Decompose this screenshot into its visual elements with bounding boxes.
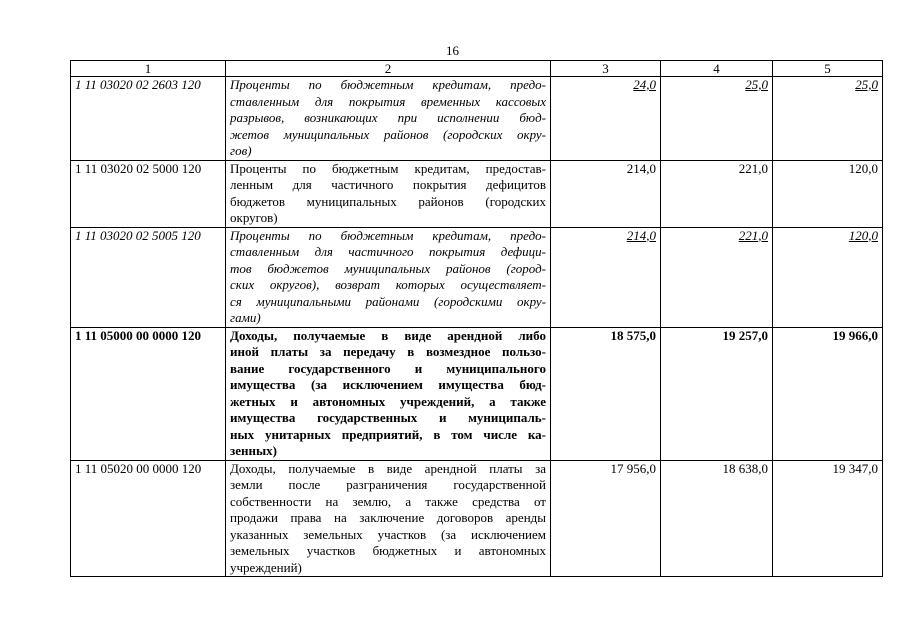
- amount-value: 214,0: [626, 227, 656, 243]
- table-body: [71, 77, 883, 577]
- header-row: [71, 61, 883, 77]
- description-line: земли после разграничения государственной: [230, 477, 546, 492]
- amount-value: 19 347,0: [832, 460, 878, 476]
- description-line: имущества государственных и муниципаль-: [230, 410, 546, 425]
- header-col-1: 1: [71, 61, 226, 77]
- description-line: Доходы, получаемые в виде арендной либо: [230, 327, 546, 343]
- value-col-5: [773, 327, 883, 460]
- amount-value: 120,0: [848, 160, 878, 176]
- header-col-2: 2: [226, 61, 551, 77]
- description-line: земельных участков бюджетных и автономных: [230, 543, 546, 558]
- table-row: [71, 227, 883, 327]
- description-line: продажи права на заключение договоров аренды: [230, 510, 546, 525]
- budget-code-cell: 1 11 05020 00 0000 120: [71, 460, 226, 577]
- header-col-4: 4: [661, 61, 773, 77]
- amount-value: 19 257,0: [722, 327, 768, 343]
- description-line: ских округов), возврат которых осуществляет-: [230, 277, 546, 292]
- value-col-3: [551, 160, 661, 227]
- table-header: [71, 61, 883, 77]
- description-line: вание государственного и муниципального: [230, 360, 546, 376]
- header-col-3: 3: [551, 61, 661, 77]
- table-row: [71, 460, 883, 577]
- description-line: ставленным для покрытия временных кассовых: [230, 93, 546, 109]
- description-line: гов): [230, 143, 252, 158]
- value-col-4: [661, 160, 773, 227]
- description-cell: [226, 77, 551, 161]
- page-number: 16: [446, 43, 459, 58]
- value-col-5: [773, 227, 883, 327]
- amount-value: 24,0: [633, 77, 656, 92]
- value-col-3: [551, 460, 661, 577]
- table-row: [71, 77, 883, 161]
- header-col-5: 5: [773, 61, 883, 77]
- description-line: ся муниципальными районами (городскими окру-: [230, 293, 546, 309]
- description-line: округов): [230, 210, 278, 225]
- description-cell: [226, 160, 551, 227]
- amount-value: 221,0: [738, 160, 768, 176]
- amount-value: 17 956,0: [610, 460, 656, 476]
- value-col-5: [773, 77, 883, 161]
- value-col-3: [551, 77, 661, 161]
- amount-value: 18 638,0: [722, 460, 768, 476]
- table-row: [71, 160, 883, 227]
- budget-code-cell: 1 11 03020 02 5005 120: [71, 227, 226, 327]
- description-line: Проценты по бюджетным кредитам, предостав-: [230, 160, 546, 176]
- description-line: гами): [230, 310, 261, 325]
- description-line: разрывов, возникающих при исполнении бюд-: [230, 110, 546, 125]
- description-line: иной платы за передачу в возмездное пользо-: [230, 344, 546, 359]
- table-row: [71, 327, 883, 460]
- description-line: жетных и автономных учреждений, а также: [230, 393, 546, 409]
- value-col-4: [661, 460, 773, 577]
- revenue-table: [70, 60, 883, 577]
- description-line: собственности на землю, а также средства от: [230, 493, 546, 509]
- budget-code-cell: 1 11 03020 02 5000 120: [71, 160, 226, 227]
- value-col-5: [773, 460, 883, 577]
- description-line: ленным для частичного покрытия дефицитов: [230, 177, 546, 192]
- amount-value: 25,0: [855, 77, 878, 92]
- description-line: Доходы, получаемые в виде арендной платы за: [230, 460, 546, 476]
- description-cell: [226, 327, 551, 460]
- amount-value: 19 966,0: [832, 327, 878, 343]
- value-col-4: [661, 77, 773, 161]
- value-col-3: [551, 327, 661, 460]
- description-line: ных унитарных предприятий, в том числе ка-: [230, 426, 546, 442]
- description-line: зенных): [230, 443, 277, 458]
- amount-value: 18 575,0: [610, 327, 656, 343]
- amount-value: 214,0: [626, 160, 656, 176]
- description-line: Проценты по бюджетным кредитам, предо-: [230, 227, 546, 243]
- amount-value: 221,0: [738, 227, 768, 243]
- value-col-4: [661, 327, 773, 460]
- amount-value: 120,0: [848, 227, 878, 243]
- amount-value: 25,0: [745, 77, 768, 92]
- description-cell: [226, 227, 551, 327]
- description-line: жетов муниципальных районов (городских окру-: [230, 126, 546, 142]
- description-line: тов бюджетов муниципальных районов (город-: [230, 260, 546, 276]
- description-line: учреждений): [230, 559, 302, 575]
- budget-code-cell: 1 11 03020 02 2603 120: [71, 77, 226, 161]
- description-line: имущества (за исключением имущества бюд-: [230, 377, 546, 392]
- value-col-4: [661, 227, 773, 327]
- description-cell: [226, 460, 551, 577]
- description-line: ставленным для частичного покрытия дефици-: [230, 244, 546, 259]
- value-col-5: [773, 160, 883, 227]
- description-line: указанных земельных участков (за исключением: [230, 526, 546, 542]
- description-line: Проценты по бюджетным кредитам, предо-: [230, 77, 546, 92]
- description-line: бюджетов муниципальных районов (городских: [230, 193, 546, 209]
- budget-code-cell: 1 11 05000 00 0000 120: [71, 327, 226, 460]
- value-col-3: [551, 227, 661, 327]
